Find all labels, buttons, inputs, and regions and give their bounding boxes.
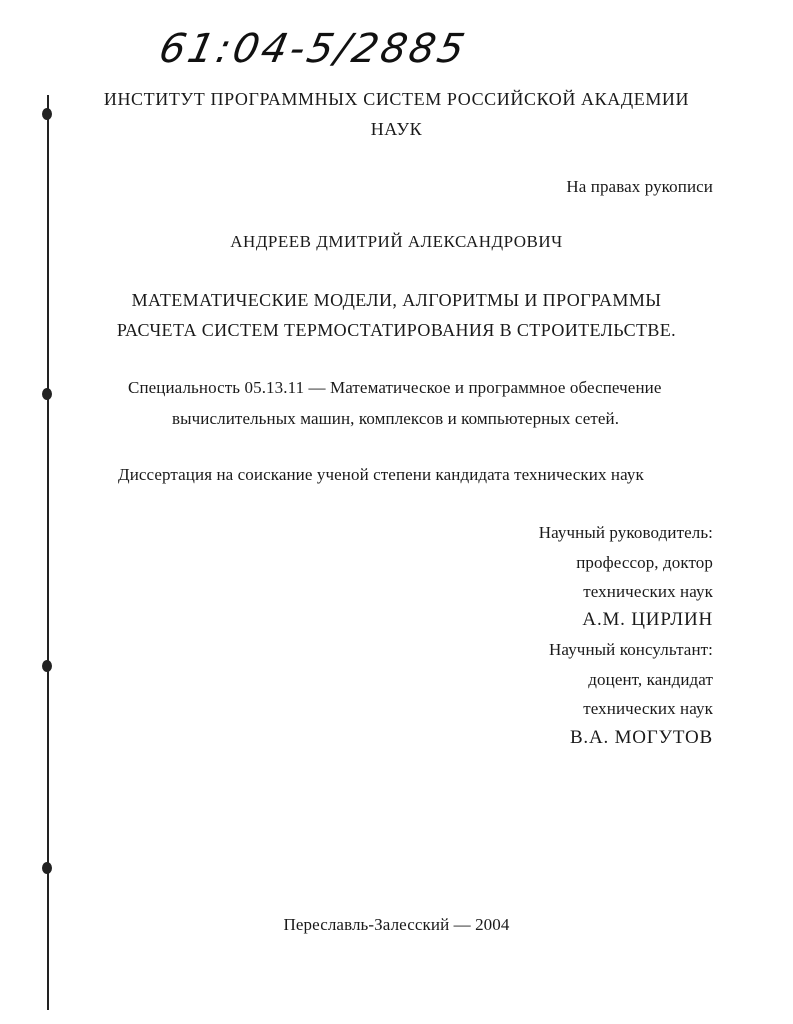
dissertation-statement: Диссертация на соискание ученой степени кандидата технических наук bbox=[118, 465, 644, 484]
consultant-title-1: доцент, кандидат bbox=[588, 670, 713, 689]
consultant-role: Научный консультант: bbox=[549, 640, 713, 659]
city-year-footer: Переславль-Залесский — 2004 bbox=[283, 915, 510, 934]
institute-line-2: НАУК bbox=[370, 119, 423, 139]
specialty-line-2: вычислительных машин, комплексов и компьютерных сетей. bbox=[172, 409, 620, 428]
rights-note: На правах рукописи bbox=[566, 177, 713, 196]
consultant-name: В.А. МОГУТОВ bbox=[569, 727, 713, 748]
supervisor-name: А.М. ЦИРЛИН bbox=[582, 609, 713, 630]
binding-hole-mark bbox=[42, 660, 52, 672]
institute-line-1: ИНСТИТУТ ПРОГРАММНЫХ СИСТЕМ РОССИЙСКОЙ АКАДЕМИИ bbox=[103, 89, 690, 109]
supervisor-title-2: технических наук bbox=[583, 582, 713, 601]
supervisor-role: Научный руководитель: bbox=[538, 523, 713, 542]
title-line-1: МАТЕМАТИЧЕСКИЕ МОДЕЛИ, АЛГОРИТМЫ И ПРОГРАММЫ bbox=[131, 290, 662, 310]
title-line-2: РАСЧЕТА СИСТЕМ ТЕРМОСТАТИРОВАНИЯ В СТРОИТЕЛЬСТВЕ. bbox=[116, 320, 677, 340]
binding-hole-mark bbox=[42, 862, 52, 874]
binding-hole-mark bbox=[42, 388, 52, 400]
handwritten-catalog-number: 61:04-5/2885 bbox=[155, 26, 472, 72]
consultant-title-2: технических наук bbox=[583, 699, 713, 718]
supervisor-title-1: профессор, доктор bbox=[576, 553, 713, 572]
specialty-line-1: Специальность 05.13.11 — Математическое и программное обеспечение bbox=[128, 378, 662, 397]
author-name: АНДРЕЕВ ДМИТРИЙ АЛЕКСАНДРОВИЧ bbox=[230, 232, 563, 251]
